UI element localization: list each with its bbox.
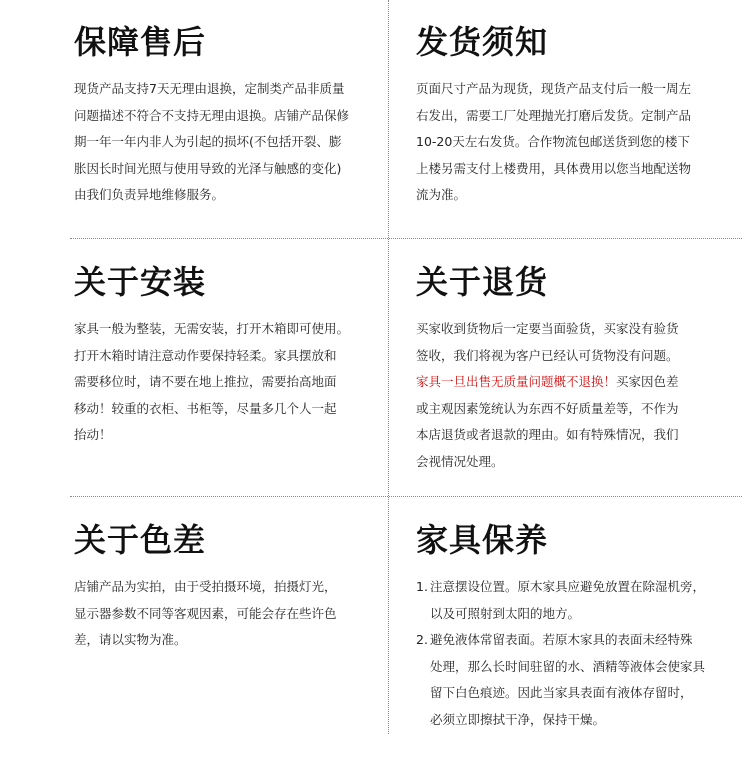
section-title: 家具保养 bbox=[416, 521, 549, 559]
body-line: 流为准。 bbox=[416, 187, 467, 202]
body-line: 上楼另需支付上楼费用，具体费用以您当地配送物 bbox=[416, 160, 692, 176]
list-text: 注意摆设位置。原木家具应避免放置在除湿机旁， bbox=[430, 579, 706, 594]
section-body bbox=[74, 76, 394, 209]
body-line: 抬动！ bbox=[74, 427, 112, 442]
row-divider-1 bbox=[70, 238, 742, 239]
list-number: 1. bbox=[416, 579, 428, 594]
list-text: 留下白色痕迹。因此当家具表面有液体存留时， bbox=[430, 685, 693, 700]
body-line: 由我们负责异地维修服务。 bbox=[74, 187, 225, 202]
section-body bbox=[416, 316, 736, 475]
body-line: 本店退货或者退款的理由。如有特殊情况，我们 bbox=[416, 427, 679, 442]
list-item-row bbox=[416, 574, 736, 601]
body-line: 店铺产品为实拍，由于受拍摄环境，拍摄灯光， bbox=[74, 579, 337, 594]
body-line: 打开木箱时请注意动作要保持轻柔。家具摆放和 bbox=[74, 347, 337, 363]
warning-line bbox=[416, 369, 736, 396]
body-line: 显示器参数不同等客观因素，可能会存在些许色 bbox=[74, 605, 337, 621]
body-line: 移动！较重的衣柜、书柜等，尽量多几个人一起 bbox=[74, 400, 337, 416]
list-item-row bbox=[416, 601, 736, 628]
section-title: 关于退货 bbox=[416, 263, 549, 301]
section-installation bbox=[74, 262, 394, 449]
warning-continuation: 买家因色差 bbox=[616, 374, 679, 389]
body-line: 现货产品支持7天无理由退换，定制类产品非质量 bbox=[74, 81, 345, 96]
body-line: 或主观因素笼统认为东西不好质量差等，不作为 bbox=[416, 400, 679, 416]
list-item bbox=[416, 627, 736, 733]
body-line: 页面尺寸产品为现货，现货产品支付后一般一周左 bbox=[416, 81, 692, 96]
section-title: 关于安装 bbox=[74, 263, 207, 301]
care-list bbox=[416, 574, 736, 733]
body-line: 家具一般为整装，无需安装，打开木箱即可使用。 bbox=[74, 321, 350, 336]
section-color-difference bbox=[74, 520, 394, 654]
section-body bbox=[416, 76, 736, 209]
list-item bbox=[416, 574, 736, 627]
body-line: 买家收到货物后一定要当面验货，买家没有验货 bbox=[416, 321, 679, 336]
list-number: 2. bbox=[416, 632, 428, 647]
list-item-row bbox=[416, 654, 736, 681]
section-body bbox=[74, 316, 394, 449]
list-item-row bbox=[416, 680, 736, 707]
section-title: 关于色差 bbox=[74, 521, 207, 559]
row-divider-2 bbox=[70, 496, 742, 497]
section-after-sales bbox=[74, 22, 394, 209]
body-line: 差，请以实物为准。 bbox=[74, 632, 187, 647]
list-item-row bbox=[416, 707, 736, 734]
section-body bbox=[74, 574, 394, 654]
list-text: 避免液体常留表面。若原木家具的表面未经特殊 bbox=[430, 632, 693, 647]
section-title: 保障售后 bbox=[74, 23, 207, 61]
section-returns bbox=[416, 262, 736, 475]
body-line: 会视情况处理。 bbox=[416, 453, 504, 469]
body-line: 胀因长时间光照与使用导致的光泽与触感的变化) bbox=[74, 160, 342, 176]
body-line: 需要移位时，请不要在地上推拉，需要抬高地面 bbox=[74, 374, 337, 389]
body-line: 问题描述不符合不支持无理由退换。店铺产品保修 bbox=[74, 107, 350, 123]
list-text: 处理，那么长时间驻留的水、酒精等液体会使家具 bbox=[430, 658, 706, 674]
list-item-row bbox=[416, 627, 736, 654]
list-text: 必须立即擦拭干净，保持干燥。 bbox=[430, 711, 606, 727]
section-title: 发货须知 bbox=[416, 23, 549, 61]
list-text: 以及可照射到太阳的地方。 bbox=[430, 605, 581, 621]
no-return-warning: 家具一旦出售无质量问题概不退换！ bbox=[416, 374, 617, 389]
section-shipping bbox=[416, 22, 736, 209]
body-line: 右发出，需要工厂处理抛光打磨后发货。定制产品 bbox=[416, 107, 692, 123]
body-line: 签收，我们将视为客户已经认可货物没有问题。 bbox=[416, 347, 679, 363]
body-line: 期一年一年内非人为引起的损坏(不包括开裂、膨 bbox=[74, 134, 342, 149]
body-line: 10-20天左右发货。合作物流包邮送货到您的楼下 bbox=[416, 134, 690, 149]
section-furniture-care bbox=[416, 520, 736, 733]
